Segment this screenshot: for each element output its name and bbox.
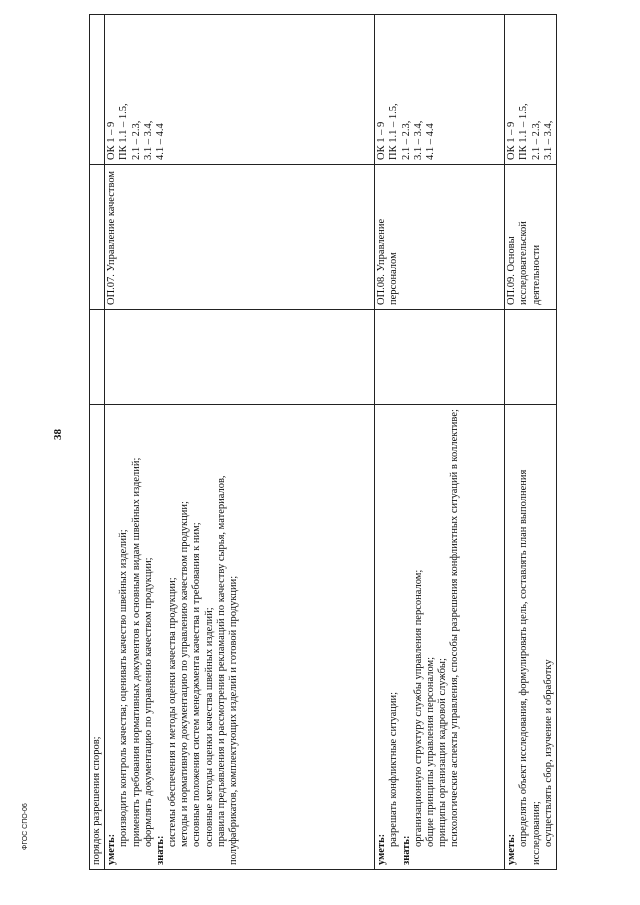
content-cell (375, 405, 505, 870)
competency-code: 3.1 – 3.4, (542, 120, 554, 160)
standards-table (89, 14, 557, 870)
section-label: уметь: (106, 833, 118, 865)
section-label: уметь: (376, 833, 388, 865)
section-label: уметь: (506, 833, 518, 865)
section-label: знать: (400, 835, 412, 865)
competency-code: 2.1 – 2.3, (400, 120, 412, 160)
content-line: оформлять документацию по управлению качеством продукции; (142, 557, 154, 847)
hours-cell (375, 310, 505, 405)
content-line: методы и нормативную документацию по управлению качеством продукции; (179, 501, 191, 847)
table-row (375, 15, 505, 870)
competency-code: ОК 1 – 9 (376, 121, 388, 160)
competencies-cell (505, 15, 557, 165)
competency-code: 3.1 – 3.4, (412, 120, 424, 160)
competency-code: 2.1 – 2.3, (530, 120, 542, 160)
discipline-cell (105, 165, 375, 310)
content-line: применять требования нормативных документов к основным видам швейных изделий; (130, 457, 142, 847)
content-line: производить контроль качества; оценивать качество швейных изделий; (118, 529, 130, 847)
competency-code: 4.1 – 4.4 (154, 123, 166, 160)
hours-cell (105, 310, 375, 405)
content-line: разрешать конфликтные ситуации; (388, 691, 400, 847)
rotated-table-sheet (89, 15, 554, 870)
competency-code: 4.1 – 4.4 (424, 123, 436, 160)
discipline-cell (505, 165, 557, 310)
discipline-cell (90, 165, 105, 310)
competency-code: ПК 1.1 – 1.5, (518, 103, 530, 160)
content-line: принципы организации кадровой службы; (437, 658, 449, 847)
content-line: правила предъявления и рассмотрения рекламаций по качеству сырья, материалов, полуфабрикатов, комплектующих изделий и готовой продукции; (215, 475, 239, 865)
discipline-name: ОП.09. Основы исследовательской деятельности (506, 221, 542, 305)
content-line: общие принципы управления персоналом; (424, 656, 436, 847)
content-line: психологические аспекты управления, способы разрешения конфликтных ситуаций в коллективе; (449, 409, 461, 847)
footer-code: ФГОС СПО-06 (22, 803, 29, 850)
competency-code: ПК 1.1 – 1.5, (388, 103, 400, 160)
table-row (105, 15, 375, 870)
competencies-cell (105, 15, 375, 165)
section-label: знать: (154, 835, 166, 865)
content-line: организационную структуру службы управления персоналом; (412, 569, 424, 847)
competency-code: ОК 1 – 9 (106, 121, 118, 160)
competency-code: ОК 1 – 9 (506, 121, 518, 160)
competencies-cell (375, 15, 505, 165)
competency-code: 2.1 – 2.3, (130, 120, 142, 160)
content-line: основные методы оценки качества швейных изделий; (203, 607, 215, 847)
table-row (90, 15, 105, 870)
content-line: осуществлять сбор, изучение и обработку (542, 659, 554, 847)
discipline-cell (375, 165, 505, 310)
content-line: системы обеспечения и методы оценки качества продукции; (167, 577, 179, 847)
content-cell (505, 405, 557, 870)
content-line: определять объект исследования, формулировать цель, составлять план выполнения исследования; (518, 469, 542, 865)
content-line: порядок разрешения споров; (91, 736, 102, 865)
competencies-cell (90, 15, 105, 165)
competency-code: 3.1 – 3.4, (142, 120, 154, 160)
page-number: 38 (52, 429, 64, 440)
content-cell (105, 405, 375, 870)
content-cell (90, 405, 105, 870)
discipline-name: ОП.07. Управление качеством (106, 170, 118, 305)
competency-code: ПК 1.1 – 1.5, (118, 103, 130, 160)
discipline-name: ОП.08. Управление персоналом (376, 218, 400, 305)
hours-cell (505, 310, 557, 405)
content-line: основные положения систем менеджмента качества и требования к ним; (191, 522, 203, 847)
hours-cell (90, 310, 105, 405)
table-row (505, 15, 557, 870)
